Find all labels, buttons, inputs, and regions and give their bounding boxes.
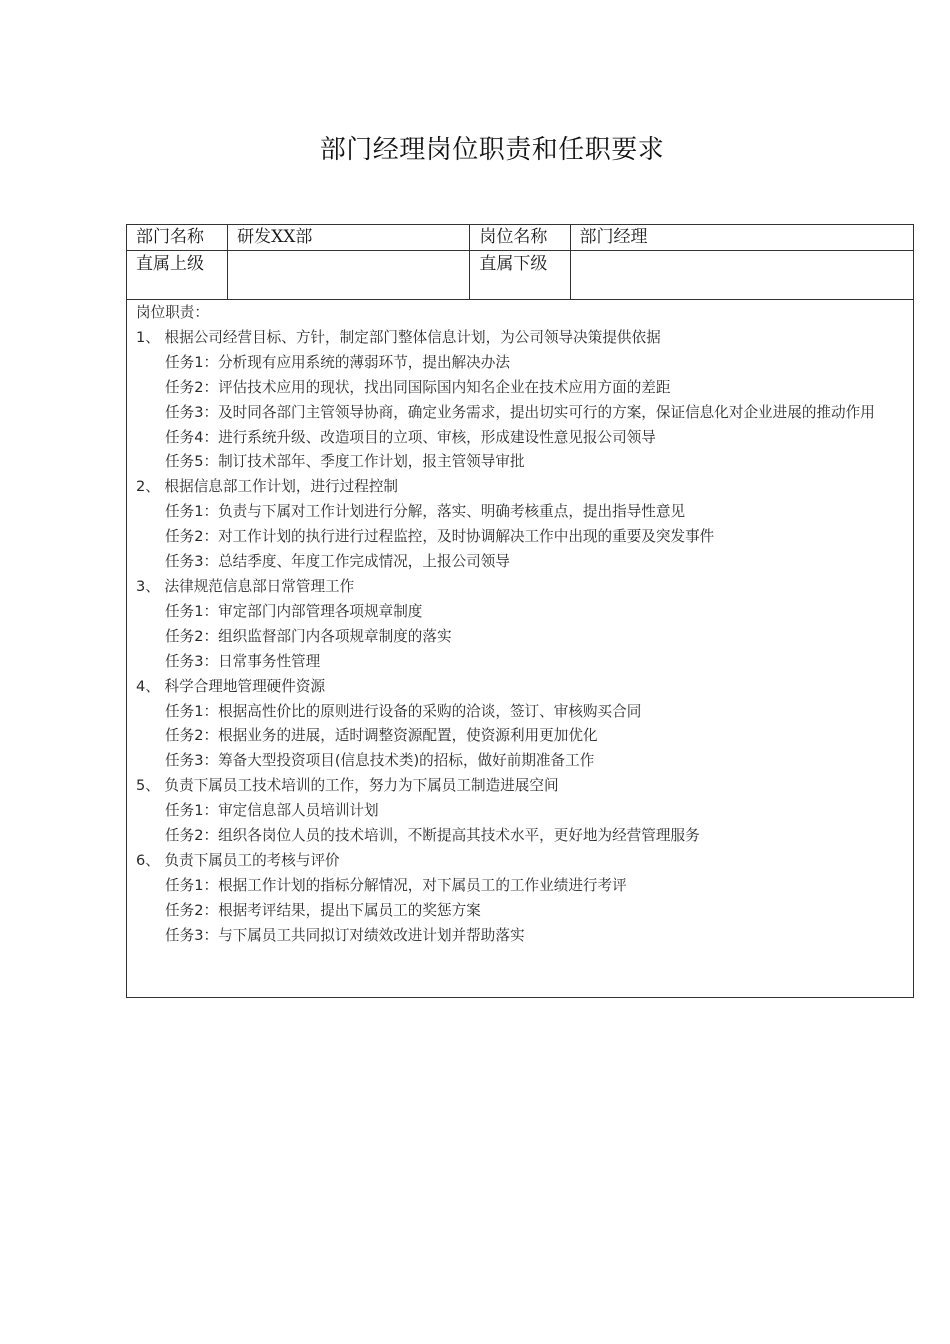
- duty-task-item: 任务1：分析现有应用系统的薄弱环节，提出解决办法: [165, 353, 510, 371]
- duty-section-title: 4、 科学合理地管理硬件资源: [136, 677, 326, 695]
- duty-task-item: 任务1：根据高性价比的原则进行设备的采购的洽谈，签订、审核购买合同: [165, 702, 642, 720]
- duty-task-item: 任务2：对工作计划的执行进行过程监控，及时协调解决工作中出现的重要及突发事件: [165, 528, 715, 546]
- duty-task-item: 任务3：与下属员工共同拟订对绩效改进计划并帮助落实: [165, 926, 525, 944]
- duty-task-item: 任务1：审定信息部人员培训计划: [165, 802, 379, 820]
- table-row: [127, 300, 914, 998]
- duty-task-item: 任务2：组织各岗位人员的技术培训，不断提高其技术水平，更好地为经营管理服务: [165, 827, 700, 845]
- duty-section-title: 3、 法律规范信息部日常管理工作: [136, 577, 355, 595]
- duty-task-item: 任务3：总结季度、年度工作完成情况，上报公司领导: [165, 553, 510, 571]
- duty-task-item: 任务2：评估技术应用的现状，找出同国际国内知名企业在技术应用方面的差距: [165, 378, 671, 396]
- duty-task-item: 任务3：及时同各部门主管领导协商，确定业务需求，提出切实可行的方案，保证信息化对企业进展的推动作用: [165, 403, 875, 421]
- position-name-value: 部门经理: [570, 225, 913, 251]
- position-name-label: 岗位名称: [470, 225, 570, 251]
- page-title: 部门经理岗位职责和任职要求: [319, 135, 665, 165]
- duty-task-item: 任务1：审定部门内部管理各项规章制度: [165, 602, 423, 620]
- duties-label: 岗位职责：: [136, 304, 209, 321]
- table-row: [127, 251, 914, 300]
- duty-task-item: 任务5：制订技术部年、季度工作计划，报主管领导审批: [165, 453, 525, 471]
- duty-task-item: 任务4：进行系统升级、改造项目的立项、审核，形成建设性意见报公司领导: [165, 428, 656, 446]
- duty-section-title: 6、 负责下属员工的考核与评价: [136, 851, 340, 869]
- duty-section-title: 2、 根据信息部工作计划，进行过程控制: [136, 478, 399, 496]
- dept-name-label: 部门名称: [127, 225, 228, 251]
- job-info-table: [126, 224, 914, 998]
- subordinate-value: [570, 251, 913, 300]
- superior-value: [228, 251, 470, 300]
- dept-name-value: 研发XX部: [228, 225, 470, 251]
- superior-label: 直属上级: [127, 251, 228, 300]
- duties-cell: [127, 300, 914, 998]
- duty-task-item: 任务1：根据工作计划的指标分解情况，对下属员工的工作业绩进行考评: [165, 876, 627, 894]
- duty-section-title: 5、 负责下属员工技术培训的工作，努力为下属员工制造进展空间: [136, 777, 559, 795]
- subordinate-label: 直属下级: [470, 251, 570, 300]
- duties-list: [127, 301, 913, 949]
- duty-task-item: 任务2：根据考评结果，提出下属员工的奖惩方案: [165, 901, 481, 919]
- duty-section-title: 1、 根据公司经营目标、方针，制定部门整体信息计划，为公司领导决策提供依据: [136, 328, 661, 346]
- duty-task-item: 任务2：组织监督部门内各项规章制度的落实: [165, 627, 452, 645]
- table-row: [127, 225, 914, 251]
- duty-task-item: 任务3：筹备大型投资项目(信息技术类)的招标，做好前期准备工作: [165, 752, 595, 770]
- duty-task-item: 任务2：根据业务的进展，适时调整资源配置，使资源利用更加优化: [165, 727, 598, 745]
- duty-task-item: 任务1：负责与下属对工作计划进行分解，落实、明确考核重点，提出指导性意见: [165, 503, 686, 521]
- duty-task-item: 任务3：日常事务性管理: [165, 652, 321, 670]
